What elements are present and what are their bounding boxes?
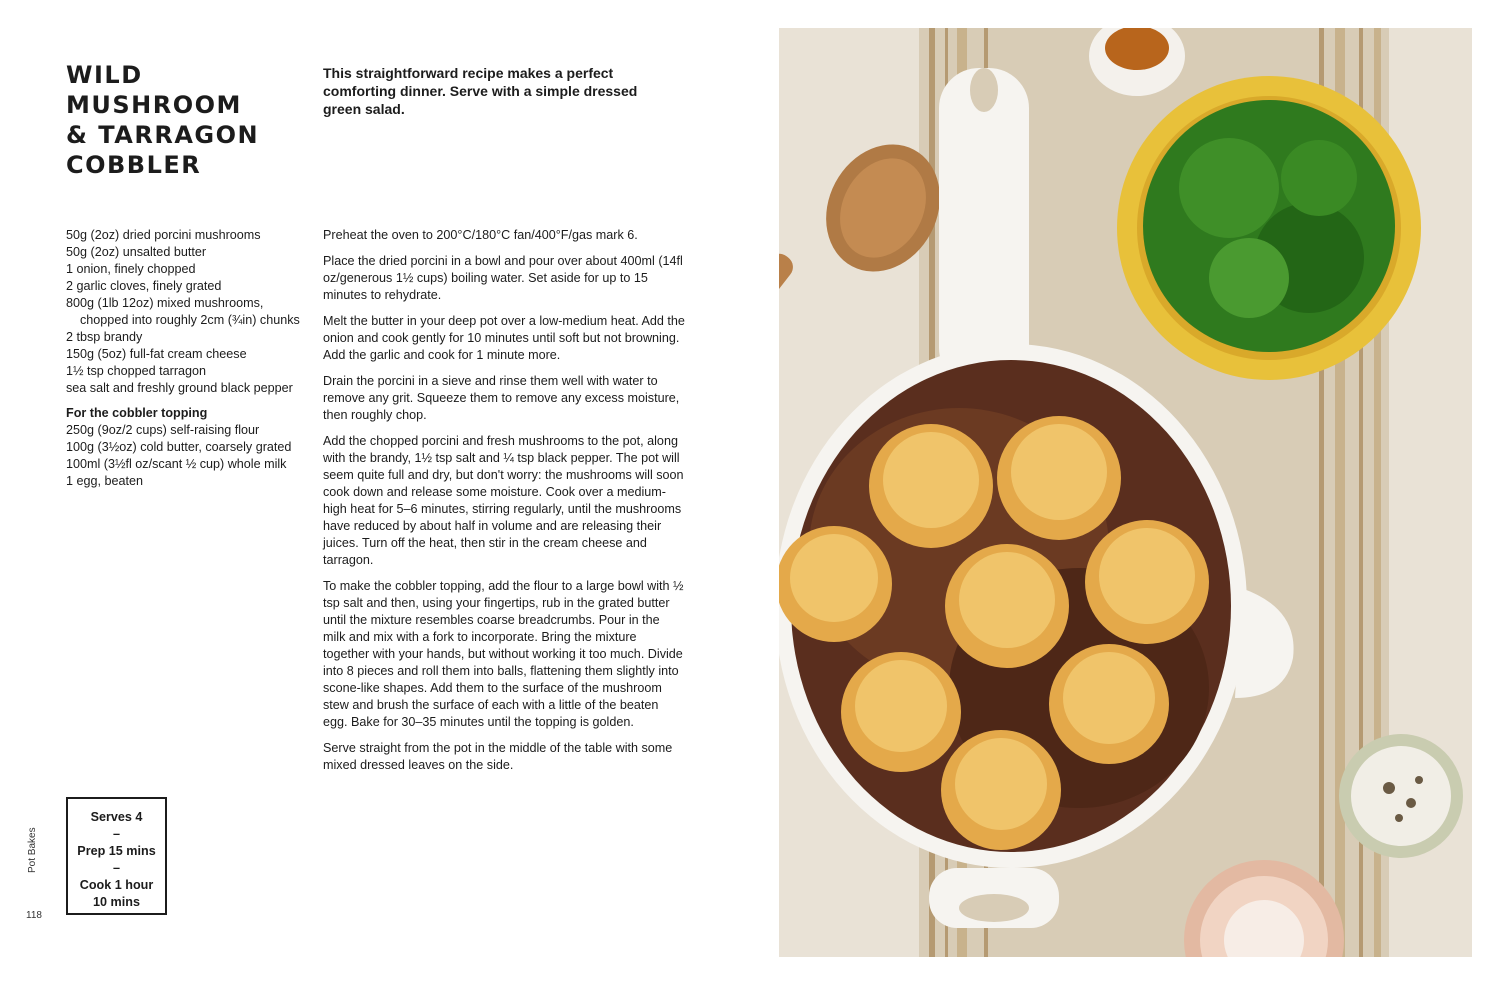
prep-time: Prep 15 mins — [77, 844, 156, 858]
ingredient-item: 1 onion, finely chopped — [66, 262, 196, 276]
ingredient-list — [66, 227, 306, 490]
recipe-photo — [779, 28, 1472, 957]
title-line: WILD — [66, 61, 143, 89]
title-line: & TARRAGON — [66, 121, 260, 149]
cook-time: Cook 1 hour — [79, 878, 154, 892]
ingredient-item: 800g (1lb 12oz) mixed mushrooms, chopped into roughly 2cm (¾in) chunks — [66, 296, 300, 327]
topping-ingredient-item: 100ml (3½fl oz/scant ½ cup) whole milk — [66, 457, 287, 471]
pan-handle — [939, 68, 1029, 388]
method-step: Add the chopped porcini and fresh mushrooms to the pot, along with the brandy, 1½ tsp salt and ¼ tsp black pepper. The pot will seem quite full and dry, but don't worry: the mushrooms will soon cook down and release some moisture. Cook over a medium-high heat for 5–6 minutes, stirring regularly, until the mushrooms have reduced by about half in volume and are releasing their juices. Turn off the heat, then stir in the cream cheese and tarragon. — [323, 434, 684, 567]
method-step: Preheat the oven to 200°C/180°C fan/400°F/gas mark 6. — [323, 228, 638, 242]
pepper-dish — [1339, 734, 1463, 858]
topping-ingredient-item: 250g (9oz/2 cups) self-raising flour — [66, 423, 260, 437]
recipe-info-box — [66, 797, 167, 915]
recipe-title — [66, 60, 306, 180]
topping-ingredient-item: 1 egg, beaten — [66, 474, 144, 488]
ingredient-item: 150g (5oz) full-fat cream cheese — [66, 347, 247, 361]
ingredient-item: 2 garlic cloves, finely grated — [66, 279, 222, 293]
method-step: Place the dried porcini in a bowl and pour over about 400ml (14fl oz/generous 1½ cups) boiling water. Set aside for up to 15 minutes to rehydrate. — [323, 254, 683, 302]
title-line: COBBLER — [66, 151, 202, 179]
method-step: Melt the butter in your deep pot over a low-medium heat. Add the onion and cook gently for 10 minutes until soft but not browning. Add the garlic and cook for 1 minute more. — [323, 314, 685, 362]
ingredient-item: 50g (2oz) dried porcini mushrooms — [66, 228, 261, 242]
cobbler-photo-illustration — [779, 28, 1472, 957]
method-step: To make the cobbler topping, add the flour to a large bowl with ½ tsp salt and then, using your fingertips, rub in the grated butter until the mixture resembles coarse breadcrumbs. Pour in the milk and mix with a fork to incorporate. Bring the mixture together with your hands, but without working it too much. Divide into 8 pieces and roll them into balls, flattening them slightly into scone-like shapes. Add them to the surface of the mushroom stew and brush the surface of each with a little of the beaten egg. Bake for 30–35 minutes until the topping is golden. — [323, 579, 684, 729]
ingredient-item: 50g (2oz) unsalted butter — [66, 245, 207, 259]
method-step: Drain the porcini in a sieve and rinse them well with water to remove any grit. Squeeze them to remove any excess moisture, then roughly chop. — [323, 374, 680, 422]
method-steps — [323, 227, 685, 783]
title-line: MUSHROOM — [66, 91, 242, 119]
salad-bowl — [1117, 76, 1421, 380]
ingredient-item: sea salt and freshly ground black pepper — [66, 381, 293, 395]
cook-time-continued: 10 mins — [93, 895, 140, 909]
info-separator: – — [112, 861, 120, 875]
info-separator: – — [112, 827, 120, 841]
ingredient-item: 2 tbsp brandy — [66, 330, 143, 344]
ingredient-item: 1½ tsp chopped tarragon — [66, 364, 207, 378]
section-label: Pot Bakes — [27, 827, 38, 873]
topping-ingredient-item: 100g (3½oz) cold butter, coarsely grated — [66, 440, 292, 454]
page-number: 118 — [26, 910, 42, 921]
method-step: Serve straight from the pot in the middle of the table with some mixed dressed leaves on the side. — [323, 741, 673, 772]
recipe-intro: This straightforward recipe makes a perfect comforting dinner. Serve with a simple dressed green salad. — [323, 65, 638, 117]
topping-heading: For the cobbler topping — [66, 406, 208, 420]
serves-label: Serves 4 — [90, 810, 143, 824]
